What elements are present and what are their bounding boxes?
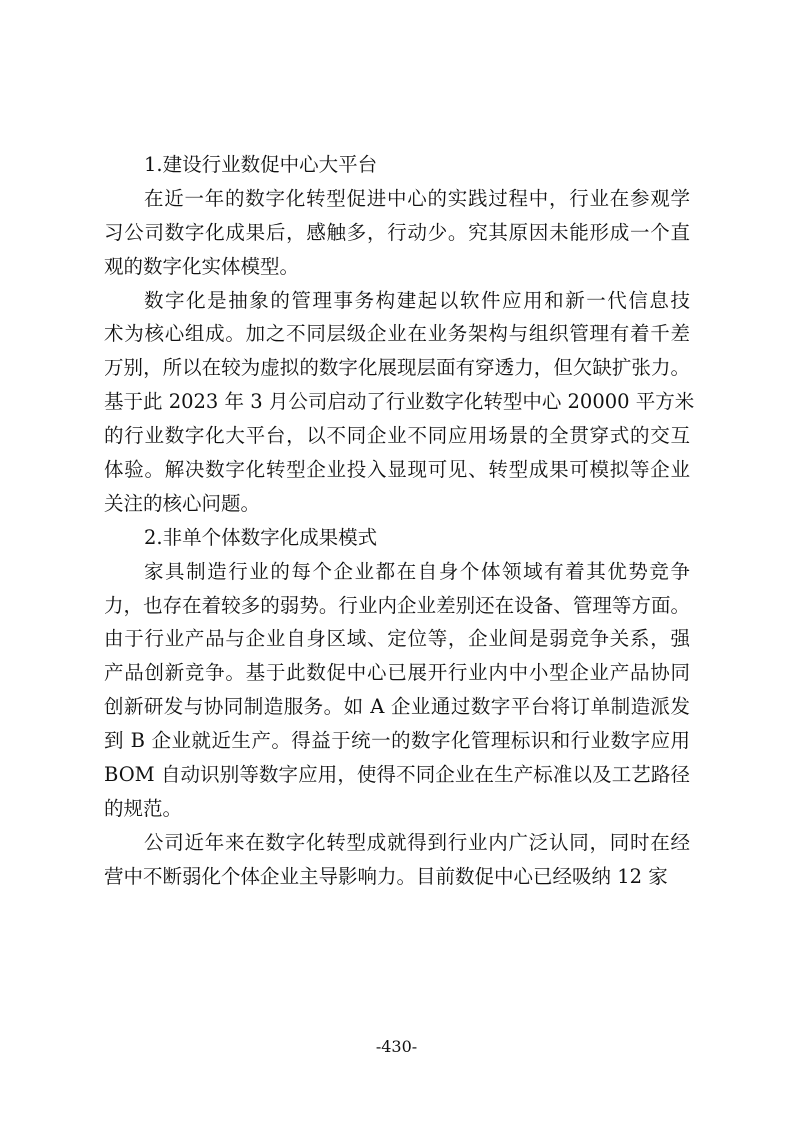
paragraph-line: 体验。解决数字化转型企业投入显现可见、转型成果可模拟等企业: [104, 458, 690, 482]
paragraph-line: 公司近年来在数字化转型成就得到行业内广泛认同，同时在经: [144, 830, 690, 854]
paragraph-line: 到 B 企业就近生产。得益于统一的数字化管理标识和行业数字应用: [104, 729, 690, 753]
paragraph-line: 数字化是抽象的管理事务构建起以软件应用和新一代信息技: [144, 288, 690, 312]
document-body: [104, 148, 695, 894]
paragraph-line: 家具制造行业的每个企业都在自身个体领域有着其优势竞争: [144, 559, 690, 583]
paragraph-line: 基于此 2023 年 3 月公司启动了行业数字化转型中心 20000 平方米: [104, 390, 695, 414]
paragraph-line: 产品创新竞争。基于此数促中心已展开行业内中小型企业产品协同: [104, 661, 690, 685]
paragraph-line: 创新研发与协同制造服务。如 A 企业通过数字平台将订单制造派发: [104, 695, 690, 719]
paragraph-line: 观的数字化实体模型。: [104, 254, 300, 278]
section-heading: 2.非单个体数字化成果模式: [144, 525, 378, 549]
paragraph: [104, 555, 690, 826]
paragraph-line: 习公司数字化成果后，感触多，行动少。究其原因未能形成一个直: [104, 220, 690, 244]
paragraph-line: 的行业数字化大平台，以不同企业不同应用场景的全贯穿式的交互: [104, 424, 690, 448]
paragraph-line: 万别，所以在较为虚拟的数字化展现层面有穿透力，但欠缺扩张力。: [104, 356, 690, 380]
paragraph-line: 由于行业产品与企业自身区域、定位等，企业间是弱竞争关系，强: [104, 627, 690, 651]
paragraph-line: 在近一年的数字化转型促进中心的实践过程中，行业在参观学: [144, 186, 690, 210]
paragraph-line: BOM 自动识别等数字应用，使得不同企业在生产标准以及工艺路径: [104, 763, 690, 787]
paragraph-line: 术为核心组成。加之不同层级企业在业务架构与组织管理有着千差: [104, 322, 690, 346]
section-heading: 1.建设行业数促中心大平台: [144, 153, 378, 176]
page-number: -430-: [375, 1037, 418, 1056]
paragraph: [104, 826, 690, 894]
paragraph-line: 营中不断弱化个体企业主导影响力。目前数促中心已经吸纳 12 家: [104, 864, 668, 888]
paragraph-line: 的规范。: [104, 796, 183, 820]
paragraph: [104, 182, 690, 284]
paragraph-line: 力，也存在着较多的弱势。行业内企业差别还在设备、管理等方面。: [104, 593, 690, 617]
paragraph: [104, 284, 695, 521]
paragraph-line: 关注的核心问题。: [104, 491, 261, 515]
